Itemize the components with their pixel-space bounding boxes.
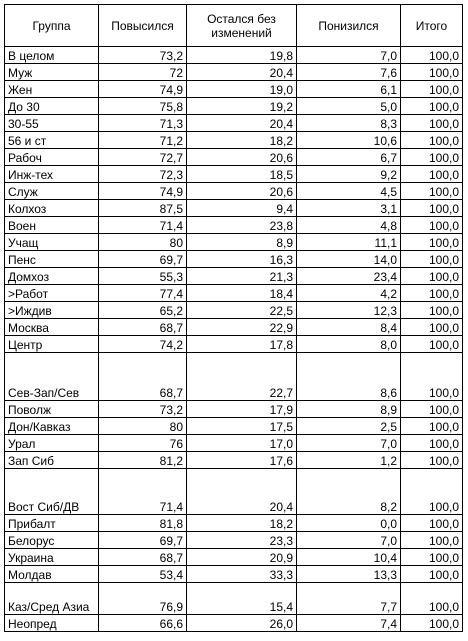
cell-total: 100,0 [401, 217, 463, 234]
cell-group: >Работ [5, 285, 99, 302]
cell-decreased: 8,0 [297, 336, 401, 353]
cell-decreased: 7,0 [297, 435, 401, 452]
cell-total: 100,0 [401, 132, 463, 149]
table-row [5, 418, 463, 435]
cell-group: Учащ [5, 234, 99, 251]
cell-increased: 73,2 [99, 47, 187, 64]
cell-group: Москва [5, 319, 99, 336]
header-increased: Повысился [99, 5, 187, 47]
cell-group: Белорус [5, 532, 99, 549]
cell-unchanged: 19,0 [187, 81, 297, 98]
cell-unchanged: 18,2 [187, 515, 297, 532]
cell-unchanged: 20,4 [187, 64, 297, 81]
cell-total: 100,0 [401, 302, 463, 319]
cell-increased: 72,7 [99, 149, 187, 166]
cell-unchanged: 21,3 [187, 268, 297, 285]
table-row [5, 251, 463, 268]
cell-group: Молдав [5, 566, 99, 583]
cell-group: Рабоч [5, 149, 99, 166]
cell-unchanged: 20,4 [187, 469, 297, 515]
cell-decreased: 4,2 [297, 285, 401, 302]
cell-group: 56 и ст [5, 132, 99, 149]
cell-unchanged: 19,2 [187, 98, 297, 115]
cell-unchanged: 20,9 [187, 549, 297, 566]
cell-increased: 77,4 [99, 285, 187, 302]
cell-unchanged: 18,2 [187, 132, 297, 149]
table-row [5, 217, 463, 234]
cell-decreased: 7,6 [297, 64, 401, 81]
cell-increased: 68,7 [99, 319, 187, 336]
cell-decreased: 4,8 [297, 217, 401, 234]
cell-total: 100,0 [401, 47, 463, 64]
cell-unchanged: 18,4 [187, 285, 297, 302]
cell-total: 100,0 [401, 98, 463, 115]
table-row [5, 81, 463, 98]
table-row [5, 336, 463, 353]
cell-decreased: 8,3 [297, 115, 401, 132]
cell-total: 100,0 [401, 615, 463, 632]
cell-decreased: 0,0 [297, 515, 401, 532]
table-row [5, 435, 463, 452]
cell-decreased: 7,0 [297, 47, 401, 64]
cell-group: В целом [5, 47, 99, 64]
cell-unchanged: 22,7 [187, 353, 297, 401]
cell-total: 100,0 [401, 115, 463, 132]
cell-decreased: 6,7 [297, 149, 401, 166]
cell-decreased: 8,6 [297, 353, 401, 401]
cell-group: Каз/Сред Азиа [5, 583, 99, 615]
cell-total: 100,0 [401, 549, 463, 566]
cell-unchanged: 20,6 [187, 149, 297, 166]
cell-decreased: 7,0 [297, 532, 401, 549]
cell-decreased: 23,4 [297, 268, 401, 285]
table-container [4, 4, 463, 632]
cell-group: Домхоз [5, 268, 99, 285]
cell-group: Сев-Зап/Сев [5, 353, 99, 401]
cell-unchanged: 8,9 [187, 234, 297, 251]
cell-total: 100,0 [401, 515, 463, 532]
table-row [5, 615, 463, 632]
header-group: Группа [5, 5, 99, 47]
cell-group: Зап Сиб [5, 452, 99, 469]
cell-increased: 55,3 [99, 268, 187, 285]
cell-decreased: 8,9 [297, 401, 401, 418]
cell-group: Вост Сиб/ДВ [5, 469, 99, 515]
cell-decreased: 8,2 [297, 469, 401, 515]
cell-increased: 80 [99, 418, 187, 435]
cell-group: Воен [5, 217, 99, 234]
cell-unchanged: 20,6 [187, 183, 297, 200]
cell-increased: 80 [99, 234, 187, 251]
cell-group: До 30 [5, 98, 99, 115]
cell-increased: 68,7 [99, 353, 187, 401]
cell-total: 100,0 [401, 469, 463, 515]
table-row [5, 532, 463, 549]
cell-unchanged: 23,3 [187, 532, 297, 549]
table-row [5, 469, 463, 515]
cell-total: 100,0 [401, 149, 463, 166]
table-row [5, 549, 463, 566]
cell-increased: 75,8 [99, 98, 187, 115]
cell-total: 100,0 [401, 64, 463, 81]
cell-decreased: 7,4 [297, 615, 401, 632]
cell-unchanged: 15,4 [187, 583, 297, 615]
cell-unchanged: 9,4 [187, 200, 297, 217]
cell-decreased: 4,5 [297, 183, 401, 200]
cell-decreased: 13,3 [297, 566, 401, 583]
cell-group: Урал [5, 435, 99, 452]
table-row [5, 98, 463, 115]
table-row [5, 183, 463, 200]
cell-increased: 66,6 [99, 615, 187, 632]
cell-group: Центр [5, 336, 99, 353]
cell-total: 100,0 [401, 452, 463, 469]
table-row [5, 302, 463, 319]
cell-unchanged: 16,3 [187, 251, 297, 268]
cell-group: Колхоз [5, 200, 99, 217]
cell-unchanged: 18,5 [187, 166, 297, 183]
table-row [5, 401, 463, 418]
cell-group: Прибалт [5, 515, 99, 532]
cell-unchanged: 26,0 [187, 615, 297, 632]
cell-increased: 72,3 [99, 166, 187, 183]
cell-decreased: 8,4 [297, 319, 401, 336]
cell-unchanged: 17,6 [187, 452, 297, 469]
cell-increased: 76,9 [99, 583, 187, 615]
cell-increased: 71,4 [99, 469, 187, 515]
data-table [4, 4, 463, 632]
cell-increased: 71,3 [99, 115, 187, 132]
cell-total: 100,0 [401, 583, 463, 615]
cell-unchanged: 17,5 [187, 418, 297, 435]
cell-increased: 71,2 [99, 132, 187, 149]
cell-group: Украина [5, 549, 99, 566]
table-row [5, 515, 463, 532]
cell-group: Инж-тех [5, 166, 99, 183]
cell-decreased: 12,3 [297, 302, 401, 319]
cell-increased: 81,2 [99, 452, 187, 469]
cell-total: 100,0 [401, 532, 463, 549]
cell-total: 100,0 [401, 285, 463, 302]
cell-unchanged: 22,5 [187, 302, 297, 319]
table-row [5, 583, 463, 615]
table-row [5, 200, 463, 217]
table-row [5, 64, 463, 81]
cell-decreased: 2,5 [297, 418, 401, 435]
cell-decreased: 6,1 [297, 81, 401, 98]
table-row [5, 285, 463, 302]
cell-total: 100,0 [401, 251, 463, 268]
table-row [5, 566, 463, 583]
cell-decreased: 14,0 [297, 251, 401, 268]
cell-decreased: 10,6 [297, 132, 401, 149]
cell-group: Поволж [5, 401, 99, 418]
cell-decreased: 7,7 [297, 583, 401, 615]
header-decreased: Понизился [297, 5, 401, 47]
cell-increased: 81,8 [99, 515, 187, 532]
cell-unchanged: 22,9 [187, 319, 297, 336]
cell-total: 100,0 [401, 435, 463, 452]
cell-group: Служ [5, 183, 99, 200]
table-row [5, 132, 463, 149]
cell-unchanged: 20,4 [187, 115, 297, 132]
cell-group: Пенс [5, 251, 99, 268]
cell-total: 100,0 [401, 336, 463, 353]
header-total: Итого [401, 5, 463, 47]
cell-total: 100,0 [401, 200, 463, 217]
table-row [5, 234, 463, 251]
cell-increased: 76 [99, 435, 187, 452]
table-row [5, 319, 463, 336]
header-row [5, 5, 463, 47]
table-row [5, 115, 463, 132]
cell-group: Муж [5, 64, 99, 81]
cell-total: 100,0 [401, 353, 463, 401]
cell-total: 100,0 [401, 166, 463, 183]
table-row [5, 149, 463, 166]
table-row [5, 47, 463, 64]
cell-increased: 71,4 [99, 217, 187, 234]
table-row [5, 452, 463, 469]
cell-decreased: 3,1 [297, 200, 401, 217]
cell-unchanged: 17,9 [187, 401, 297, 418]
table-row [5, 268, 463, 285]
cell-increased: 68,7 [99, 549, 187, 566]
cell-decreased: 5,0 [297, 98, 401, 115]
cell-decreased: 11,1 [297, 234, 401, 251]
cell-increased: 69,7 [99, 532, 187, 549]
cell-unchanged: 17,8 [187, 336, 297, 353]
cell-total: 100,0 [401, 268, 463, 285]
header-unchanged: Остался без изменений [187, 5, 297, 47]
cell-group: Неопред [5, 615, 99, 632]
cell-increased: 74,9 [99, 81, 187, 98]
cell-increased: 53,4 [99, 566, 187, 583]
cell-decreased: 9,2 [297, 166, 401, 183]
cell-total: 100,0 [401, 234, 463, 251]
cell-total: 100,0 [401, 418, 463, 435]
cell-increased: 65,2 [99, 302, 187, 319]
cell-group: 30-55 [5, 115, 99, 132]
cell-unchanged: 23,8 [187, 217, 297, 234]
cell-unchanged: 33,3 [187, 566, 297, 583]
cell-increased: 69,7 [99, 251, 187, 268]
cell-increased: 72 [99, 64, 187, 81]
cell-increased: 73,2 [99, 401, 187, 418]
cell-total: 100,0 [401, 401, 463, 418]
cell-total: 100,0 [401, 566, 463, 583]
cell-group: Жен [5, 81, 99, 98]
cell-increased: 87,5 [99, 200, 187, 217]
cell-increased: 74,9 [99, 183, 187, 200]
cell-increased: 74,2 [99, 336, 187, 353]
cell-decreased: 1,2 [297, 452, 401, 469]
table-row [5, 166, 463, 183]
cell-total: 100,0 [401, 183, 463, 200]
table-row [5, 353, 463, 401]
cell-unchanged: 19,8 [187, 47, 297, 64]
cell-decreased: 10,4 [297, 549, 401, 566]
cell-total: 100,0 [401, 319, 463, 336]
cell-group: Дон/Кавказ [5, 418, 99, 435]
cell-group: >Иждив [5, 302, 99, 319]
cell-total: 100,0 [401, 81, 463, 98]
cell-unchanged: 17,0 [187, 435, 297, 452]
